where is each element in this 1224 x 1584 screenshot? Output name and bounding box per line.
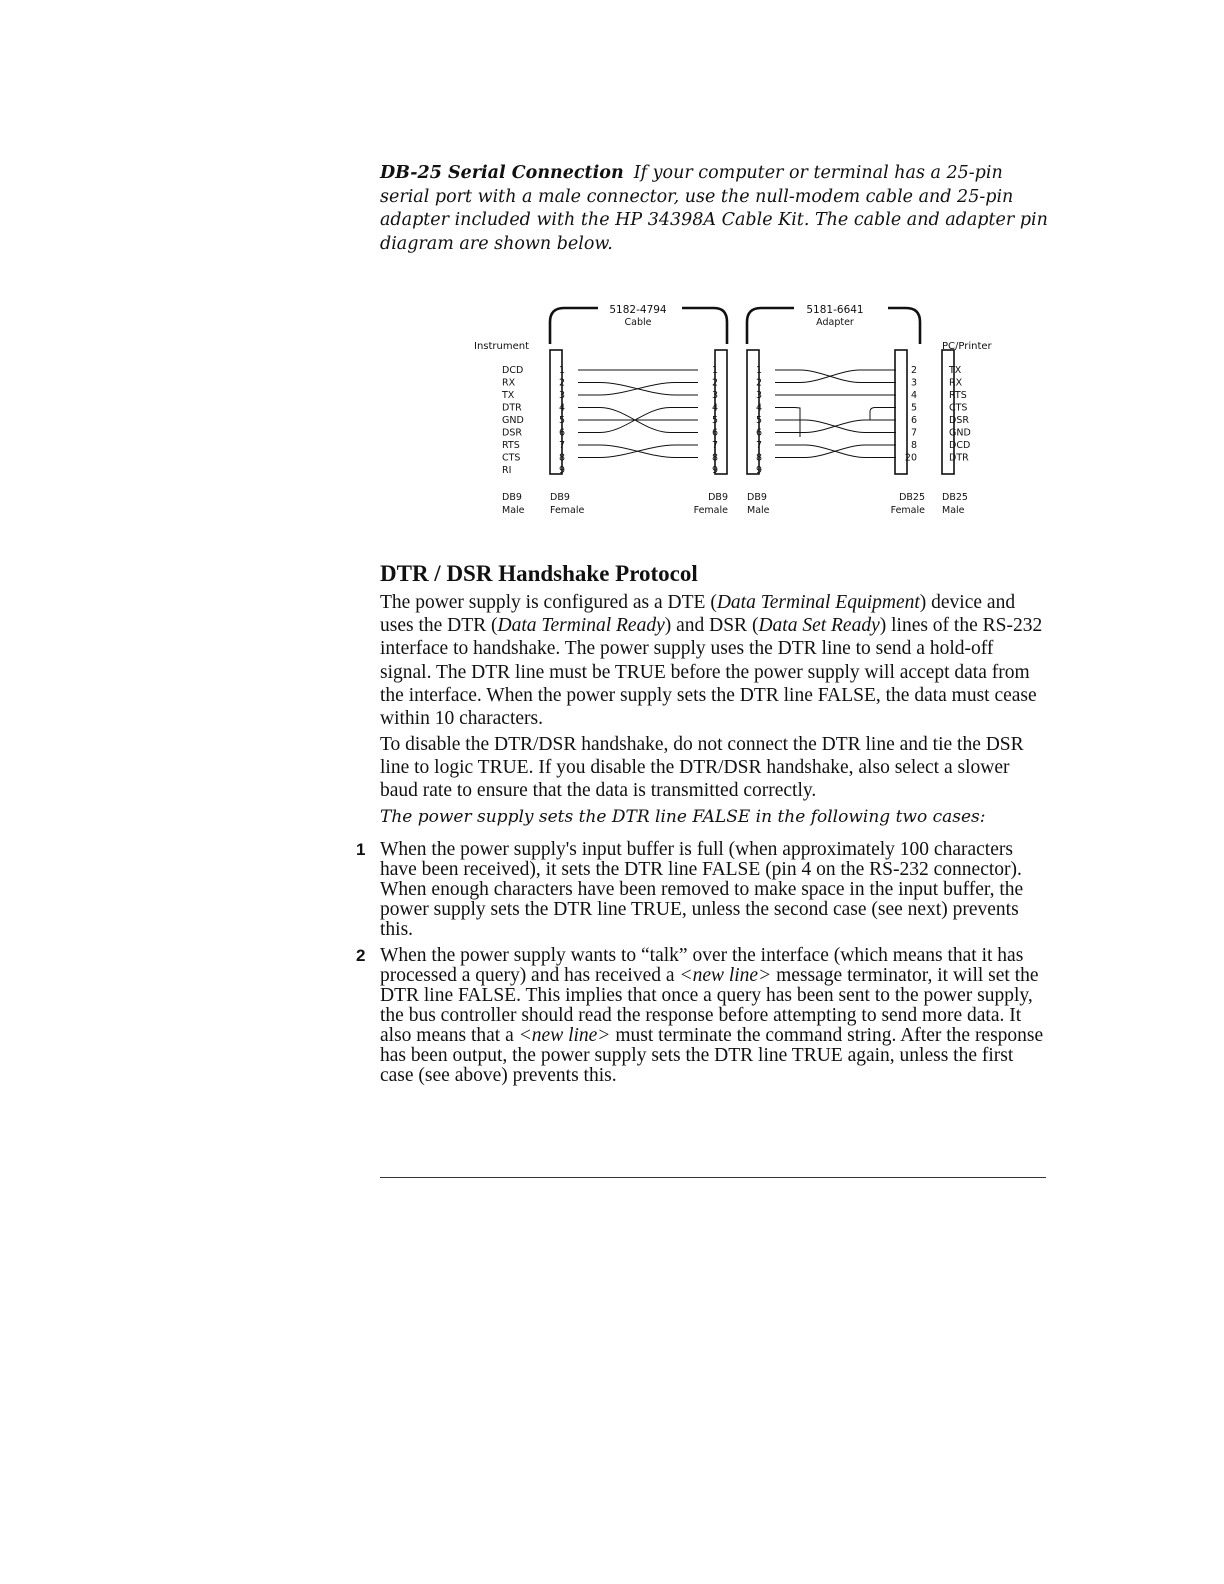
adapter-right-pin: 5 [910, 402, 917, 414]
cable-left-pin: 5 [559, 415, 566, 426]
list-number: 2 [356, 946, 366, 965]
adapter-wire-1 [775, 370, 896, 383]
p1-text-d: ) lines of the RS-232 interface to handshake. The power supply uses the DTR line to send a hold-off signal. The DTR line must be TRUE before the power supply will accept data from the interface. When the power supply sets the DTR line FALSE, the data must cease within 10 characters. [380, 615, 1043, 730]
adapter-left-pin: 3 [756, 390, 763, 401]
cases-intro: The power supply sets the DTR line FALSE in the following two cases: [380, 807, 986, 827]
footer-gender: Female [550, 505, 585, 516]
signal-rx: RX [502, 377, 516, 389]
adapter-left-pin: 1 [756, 365, 763, 376]
cable-left-pin: 9 [559, 465, 566, 476]
signal-cts: CTS [502, 452, 521, 464]
pc-signal-tx: TX [949, 365, 962, 376]
signal-dsr: DSR [502, 427, 522, 439]
adapter-right-pin: 8 [910, 440, 917, 451]
adapter-right-pin: 4 [910, 390, 917, 401]
p1-emphasis-dtr: Data Terminal Ready [497, 615, 665, 637]
p1-text-b: ) device and uses the DTR ( [380, 592, 1016, 637]
pc-signal-cts: CTS [949, 402, 968, 414]
pc-signal-rts: RTS [949, 390, 967, 401]
adapter-right-pin: 6 [910, 415, 917, 426]
pin-diagram [470, 298, 1010, 532]
item2-text-c: must terminate the command string. After the response has been output, the power supply sets the DTR line TRUE again, unless the first case (see above) prevents this. [380, 1025, 1044, 1086]
p1-text-a: The power supply is configured as a DTE ( [380, 592, 717, 613]
pc-signal-rx: RX [949, 377, 963, 389]
footer-type: DB9 [550, 492, 570, 503]
signal-dcd: DCD [502, 365, 524, 376]
list-number: 1 [356, 840, 366, 859]
cable-left-pin: 1 [559, 365, 566, 376]
intro-text: If your computer or terminal has a 25-pin serial port with a male connector, use the null-modem cable and 25-pin adapter included with the HP 34398A Cable Kit. The cable and adapter pin diagram are shown below. [380, 163, 1048, 254]
footer-gender: Male [942, 505, 965, 516]
adapter-wire-6 [775, 420, 896, 433]
instrument-label: Instrument [474, 341, 530, 352]
footer-type: DB9 [708, 492, 728, 503]
pc-signal-dcd: DCD [949, 440, 971, 451]
signal-ri: RI [502, 465, 512, 476]
cable-left-pin: 4 [559, 402, 566, 414]
disable-handshake-paragraph: To disable the DTR/DSR handshake, do not connect the DTR line and tie the DSR line to logic TRUE. If you disable the DTR/DSR handshake, also select a slower baud rate to ensure that the data is transmitted correctly. [380, 734, 1024, 802]
adapter-label: Adapter [816, 317, 854, 328]
cable-right-pin: 9 [711, 465, 718, 476]
cable-left-pin: 8 [559, 452, 566, 464]
cable-left-pin: 7 [559, 440, 566, 451]
cable-left-pin: 2 [559, 377, 566, 389]
adapter-left-pin: 6 [756, 427, 763, 439]
footer-type: DB25 [899, 492, 925, 503]
footer-type: DB25 [942, 492, 968, 503]
cable-right-pin: 7 [711, 440, 718, 451]
adapter-left-pin: 4 [756, 402, 763, 414]
p1-text-c: ) and DSR ( [664, 615, 759, 637]
footer-gender: Female [693, 505, 728, 516]
pc-signal-dtr: DTR [949, 452, 969, 464]
pc-signal-gnd: GND [949, 427, 971, 439]
cable-label: Cable [624, 317, 652, 328]
handshake-paragraph [380, 591, 1048, 730]
adapter-right-pin: 20 [904, 452, 917, 464]
cable-bracket-right [682, 308, 727, 344]
item2-text-a: When the power supply wants to “talk” over the interface (which means that it has processed a query) and has received a [380, 945, 1024, 986]
pc-printer-label: PC/Printer [942, 341, 992, 352]
item2-emphasis-newline: <new line> [518, 1025, 611, 1046]
cable-right-pin: 3 [711, 390, 718, 401]
adapter-right-pin: 7 [910, 427, 917, 439]
p1-emphasis-dsr: Data Set Ready [758, 615, 880, 637]
cable-right-pin: 8 [711, 452, 718, 464]
adapter-left-pin: 2 [756, 377, 763, 389]
cable-right-pin: 2 [711, 377, 718, 389]
adapter-bracket-right [888, 308, 920, 344]
section-title: DTR / DSR Handshake Protocol [380, 561, 698, 586]
adapter-left-pin: 8 [756, 452, 763, 464]
cable-right-pin: 5 [711, 415, 718, 426]
adapter-left-pin: 5 [756, 415, 763, 426]
signal-gnd: GND [502, 415, 524, 426]
adapter-wire-8 [775, 445, 896, 458]
intro-paragraph [380, 162, 1048, 256]
signal-tx: TX [502, 390, 515, 401]
pin-diagram-svg [470, 298, 1010, 528]
cable-wire-8-7 [578, 445, 698, 458]
adapter-right-pin: 3 [910, 377, 917, 389]
adapter-left-pin: 9 [756, 465, 763, 476]
adapter-right-pin: 2 [910, 365, 917, 376]
cable-right-pin: 1 [711, 365, 718, 376]
footer-gender: Male [502, 505, 525, 516]
adapter-bracket-left [747, 308, 794, 344]
adapter-part-number: 5181-6641 [806, 304, 864, 316]
footer-type: DB9 [747, 492, 767, 503]
adapter-left-pin: 7 [756, 440, 763, 451]
cable-left-pin: 3 [559, 390, 566, 401]
adapter-wire-2 [775, 370, 896, 383]
cable-bracket-left [550, 308, 598, 344]
intro-lead: DB-25 Serial Connection [380, 163, 624, 183]
footer-gender: Female [890, 505, 925, 516]
cable-right-pin: 4 [711, 402, 718, 414]
signal-rts: RTS [502, 440, 520, 451]
list-item-text: When the power supply's input buffer is full (when approximately 100 characters have been received), it sets the DTR line FALSE (pin 4 on the RS-232 connector). When enough characters have been removed to make space in the input buffer, the power supply sets the DTR line TRUE, unless the second case (see next) prevents this. [380, 839, 1024, 940]
pc-signal-dsr: DSR [949, 415, 969, 426]
list-item-text [380, 946, 1048, 1086]
cable-right-pin: 6 [711, 427, 718, 439]
footer-rule [380, 1177, 1046, 1178]
item2-text-b: message terminator, it will set the DTR line FALSE. This implies that once a query has been sent to the power supply, the bus controller should read the response before attempting to send more data. It also means that a [380, 965, 1039, 1046]
item2-emphasis-newline: <new line> [679, 965, 772, 986]
p1-emphasis-dte: Data Terminal Equipment [716, 592, 920, 613]
cable-left-pin: 6 [559, 427, 566, 439]
footer-type: DB9 [502, 492, 522, 503]
cable-part-number: 5182-4794 [609, 304, 667, 316]
cable-wire-3-2 [578, 383, 698, 396]
signal-dtr: DTR [502, 402, 522, 414]
footer-gender: Male [747, 505, 770, 516]
adapter-jumper-rts-cts [870, 408, 896, 421]
